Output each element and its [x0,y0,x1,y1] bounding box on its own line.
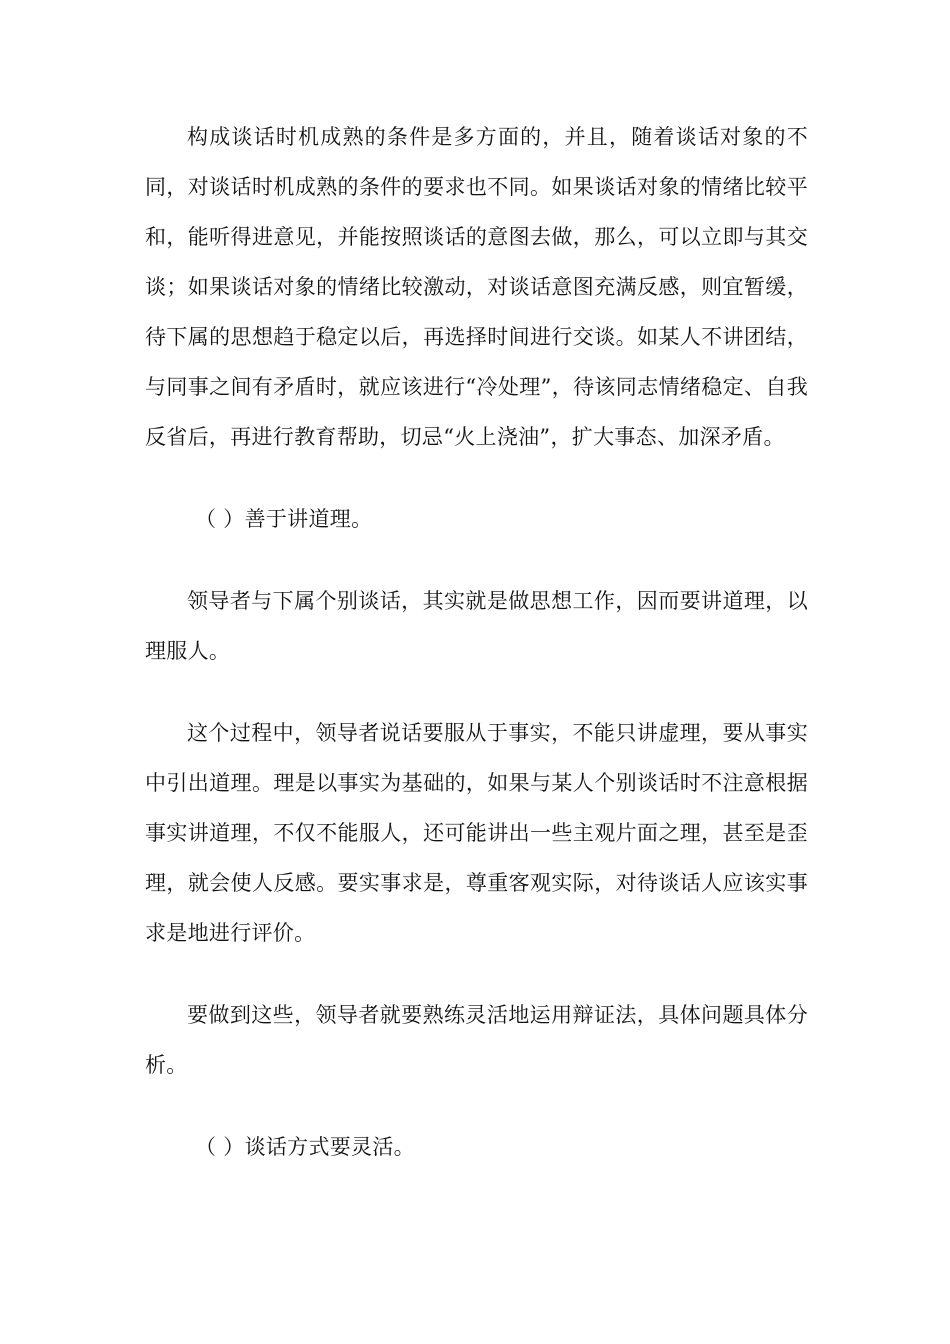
paragraph-reasoning-intro: 领导者与下属个别谈话，其实就是做思想工作，因而要讲道理，以理服人。 [145,589,808,663]
paragraph-facts-based: 这个过程中，领导者说话要服从于事实，不能只讲虚理，要从事实中引出道理。理是以事实为基础的，如果与某人个别谈话时不注意根据事实讲道理，不仅不能服人，还可能讲出一些主观片面之理，甚至是歪理，就会使人反感。要实事求是，尊重客观实际，对待谈话人应该实事求是地进行评价。 [145,721,808,945]
paragraph-dialectics: 要做到这些，领导者就要熟练灵活地运用辩证法，具体问题具体分析。 [145,1003,808,1077]
section-heading-flexible-approach: （ ）谈话方式要灵活。 [195,1135,415,1159]
paragraph-timing-conditions: 构成谈话时机成熟的条件是多方面的，并且，随着谈话对象的不同，对谈话时机成熟的条件的要求也不同。如果谈话对象的情绪比较平和，能听得进意见，并能按照谈话的意图去做，那么，可以立即与其交谈；如果谈话对象的情绪比较激动，对谈话意图充满反感，则宜暂缓，待下属的思想趋于稳定以后，再选择时间进行交谈。如某人不讲团结，与同事之间有矛盾时，就应该进行“冷处理”，待该同志情绪稳定、自我反省后，再进行教育帮助，切忌“火上浇油”，扩大事态、加深矛盾。 [145,125,808,449]
document-body [145,0,808,1172]
section-heading-reasoning: （ ）善于讲道理。 [195,507,373,531]
